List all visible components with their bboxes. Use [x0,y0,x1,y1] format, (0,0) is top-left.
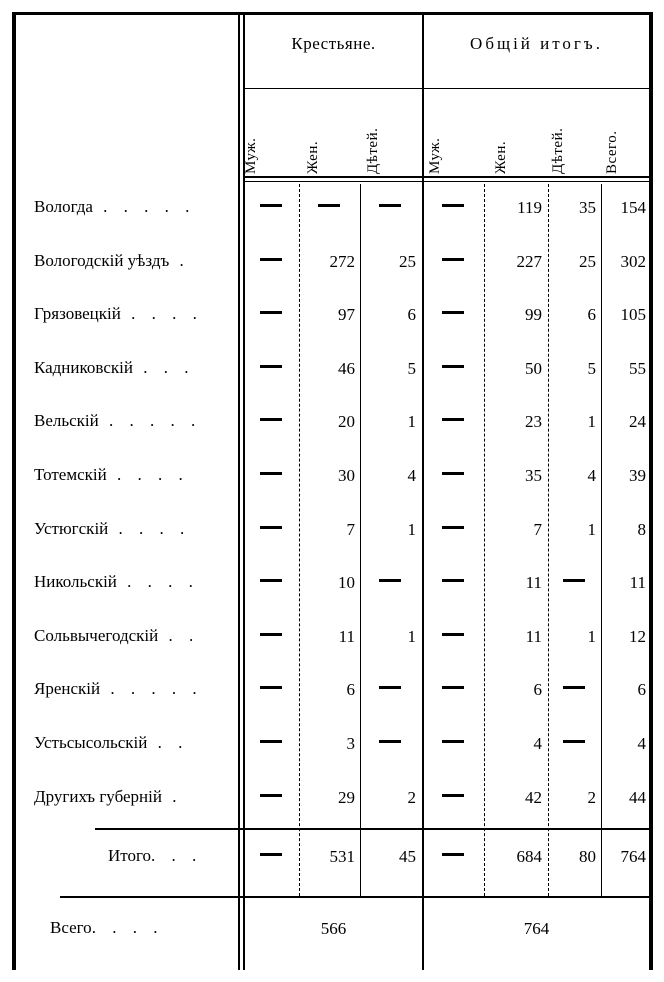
table-row [0,506,664,560]
row-label [34,465,234,485]
em-dash-icon [442,258,464,261]
em-dash-icon [260,472,282,475]
table-cell-value: 25 [579,251,596,271]
table-cell-dash [363,680,416,700]
table-cell-value: 2 [407,787,416,807]
table-cell-value: 6 [637,680,646,700]
row-label-text: Устьсысольскій [34,732,148,752]
table-body [0,184,664,827]
table-cell-dash [248,573,294,593]
table-cell-value: 684 [516,847,542,866]
table-cell-value: 6 [407,305,416,325]
row-leader-dots: . . [158,625,200,645]
table-cell-dash [427,734,478,754]
table-cell-value: 10 [338,573,355,593]
table-cell-value: 764 [620,847,646,866]
em-dash-icon [379,204,401,207]
table-cell-value: 4 [637,733,646,753]
table-cell-dash [427,305,478,325]
row-leader-dots: . . . . . [100,679,203,699]
grand-total-row [0,898,664,970]
row-label-text: Никольскій [34,572,117,592]
table-cell-value: 50 [525,358,542,378]
em-dash-icon [442,472,464,475]
table-cell-dash [427,627,478,647]
table-cell-dash [248,847,294,867]
table-cell-value: 119 [517,198,542,217]
em-dash-icon [563,686,585,689]
table-cell-value: 3 [346,733,355,753]
row-leader-dots: . . . . [120,304,203,324]
row-label [34,733,234,753]
table-cell-dash [248,627,294,647]
table-cell-value: 99 [525,305,542,325]
table-row [0,720,664,774]
row-leader-dots: . . . [132,357,195,377]
table-cell-value: 4 [533,733,542,753]
table-cell-value: 6 [587,305,596,325]
row-leader-dots: . . . . . [98,411,202,431]
table-row [0,666,664,720]
em-dash-icon [379,686,401,689]
em-dash-icon [442,526,464,529]
table-cell-value: 6 [533,680,542,700]
grand-total-all-value: 764 [523,919,550,938]
row-label-text: Вологда [34,197,93,216]
row-label-text: Тотемскій [34,464,107,484]
table-cell-value: 105 [620,305,646,325]
table-cell-dash [248,252,294,272]
em-dash-icon [260,311,282,314]
table-cell-value: 5 [407,358,416,378]
row-label-text: Устюгскій [34,518,109,538]
row-label-text: Вологодскій уѣздъ [34,250,170,270]
row-leader-dots: . . . . . [92,197,196,216]
table-cell-dash [302,198,355,218]
table-row [0,452,664,506]
em-dash-icon [442,740,464,743]
row-leader-dots: . . . . [106,464,189,484]
table-cell-value: 1 [587,519,596,539]
table-cell-dash [427,847,478,867]
row-label-text: Другихъ губерній [34,786,162,806]
column-header-peasants-children: Дѣтей. [365,127,381,174]
table-row [0,613,664,667]
row-label [34,679,234,699]
table-cell-value: 39 [629,465,646,485]
table-cell-value: 11 [525,573,542,593]
row-leader-dots: . . . . [116,572,199,592]
row-label [34,411,234,431]
row-label-text: Вельскій [34,411,99,431]
em-dash-icon [260,579,282,582]
table-cell-value: 227 [516,251,542,271]
em-dash-icon [260,853,282,856]
table-cell-value: 11 [525,626,542,646]
em-dash-icon [563,740,585,743]
table-cell-value: 1 [407,626,416,646]
em-dash-icon [379,740,401,743]
table-cell-dash [427,359,478,379]
grand-total-label: Всего. . . . [50,918,164,937]
em-dash-icon [442,204,464,207]
table-cell-value: 35 [525,465,542,485]
row-label [34,304,234,324]
table-cell-value: 29 [338,787,355,807]
group-header-rule-total [424,88,649,89]
table-cell-value: 30 [338,465,355,485]
em-dash-icon [260,418,282,421]
table-cell-value: 531 [329,847,355,866]
em-dash-icon [442,686,464,689]
table-cell-value: 4 [587,465,596,485]
row-label [34,572,234,592]
column-header-peasants-female: Жен. [305,140,321,174]
table-row [0,774,664,828]
table-cell-value: 302 [620,251,646,271]
table-cell-value: 1 [587,626,596,646]
em-dash-icon [442,853,464,856]
table-row [0,345,664,399]
table-row [0,291,664,345]
row-label [34,787,234,807]
table-cell-value: 97 [338,305,355,325]
row-label-text: Грязовецкій [34,304,121,324]
row-leader-dots: . . . . [108,518,191,538]
column-header-rule-bottom [245,181,649,182]
subtotal-label: Итого. . . [108,846,203,865]
table-cell-dash [551,573,596,593]
table-cell-dash [427,412,478,432]
table-cell-value: 6 [346,680,355,700]
table-cell-dash [551,734,596,754]
table-cell-dash [363,734,416,754]
table-cell-value: 4 [407,465,416,485]
em-dash-icon [318,204,340,207]
column-header-total-children: Дѣтей. [550,127,566,174]
em-dash-icon [442,579,464,582]
table-cell-dash [248,734,294,754]
row-label [34,626,234,646]
grand-total-peasants-value: 566 [320,919,347,938]
row-label-text: Кадниковскій [34,357,133,377]
table-cell-dash [427,680,478,700]
table-cell-value: 154 [620,198,646,217]
table-cell-dash [248,198,294,218]
table-cell-value: 80 [579,847,596,866]
em-dash-icon [442,365,464,368]
table-top-border [12,12,653,15]
table-cell-dash [248,412,294,432]
table-cell-dash [427,573,478,593]
table-row [0,559,664,613]
row-label [34,358,234,378]
table-cell-value: 25 [399,251,416,271]
row-label [34,519,234,539]
group-header-rule-peasants [245,88,422,89]
table-row [0,238,664,292]
table-cell-dash [551,680,596,700]
table-cell-value: 46 [338,358,355,378]
table-cell-value: 20 [338,412,355,432]
table-cell-dash [427,252,478,272]
table-cell-value: 45 [399,847,416,866]
table-cell-value: 7 [533,519,542,539]
table-cell-value: 5 [587,358,596,378]
table-cell-dash [248,788,294,808]
table-cell-value: 1 [407,519,416,539]
table-cell-value: 1 [407,412,416,432]
column-header-total-all: Всего. [604,130,620,174]
table-cell-dash [427,788,478,808]
subtotal-row [0,830,664,896]
column-header-total-male: Муж. [427,137,443,174]
table-cell-value: 2 [587,787,596,807]
table-cell-value: 7 [346,519,355,539]
table-cell-dash [248,680,294,700]
em-dash-icon [379,579,401,582]
em-dash-icon [260,633,282,636]
em-dash-icon [260,794,282,797]
em-dash-icon [260,258,282,261]
em-dash-icon [260,365,282,368]
table-row [0,398,664,452]
table-cell-dash [427,466,478,486]
group-header-grand-total: Общій итогъ. [470,34,603,53]
table-cell-value: 12 [629,626,646,646]
table-cell-value: 55 [629,358,646,378]
em-dash-icon [563,579,585,582]
table-cell-dash [363,573,416,593]
row-label [34,197,234,217]
table-cell-value: 272 [329,251,355,271]
table-cell-value: 24 [629,412,646,432]
table-cell-dash [427,198,478,218]
em-dash-icon [442,418,464,421]
table-cell-dash [248,359,294,379]
table-cell-value: 44 [629,787,646,807]
table-row [0,184,664,238]
row-label-text: Яренскій [34,679,101,699]
em-dash-icon [442,794,464,797]
em-dash-icon [260,204,282,207]
table-cell-value: 35 [579,198,596,217]
row-leader-dots: . [169,250,190,270]
table-cell-value: 8 [637,519,646,539]
table-cell-value: 11 [338,626,355,646]
em-dash-icon [260,686,282,689]
em-dash-icon [260,526,282,529]
column-header-total-female: Жен. [493,140,509,174]
table-cell-dash [427,520,478,540]
table-cell-dash [363,198,416,218]
table-cell-value: 42 [525,787,542,807]
column-header-rule-top [245,176,649,178]
table-cell-dash [248,305,294,325]
row-label-text: Сольвычегодскій [34,625,159,645]
em-dash-icon [260,740,282,743]
table-cell-value: 23 [525,412,542,432]
column-header-peasants-male: Муж. [243,137,259,174]
table-cell-value: 1 [587,412,596,432]
table-cell-value: 11 [629,573,646,593]
row-leader-dots: . . [147,732,189,752]
group-header-peasants: Крестьяне. [291,34,376,53]
em-dash-icon [442,633,464,636]
row-label [34,251,234,271]
row-leader-dots: . [161,786,183,806]
table-cell-dash [248,520,294,540]
em-dash-icon [442,311,464,314]
table-cell-dash [248,466,294,486]
